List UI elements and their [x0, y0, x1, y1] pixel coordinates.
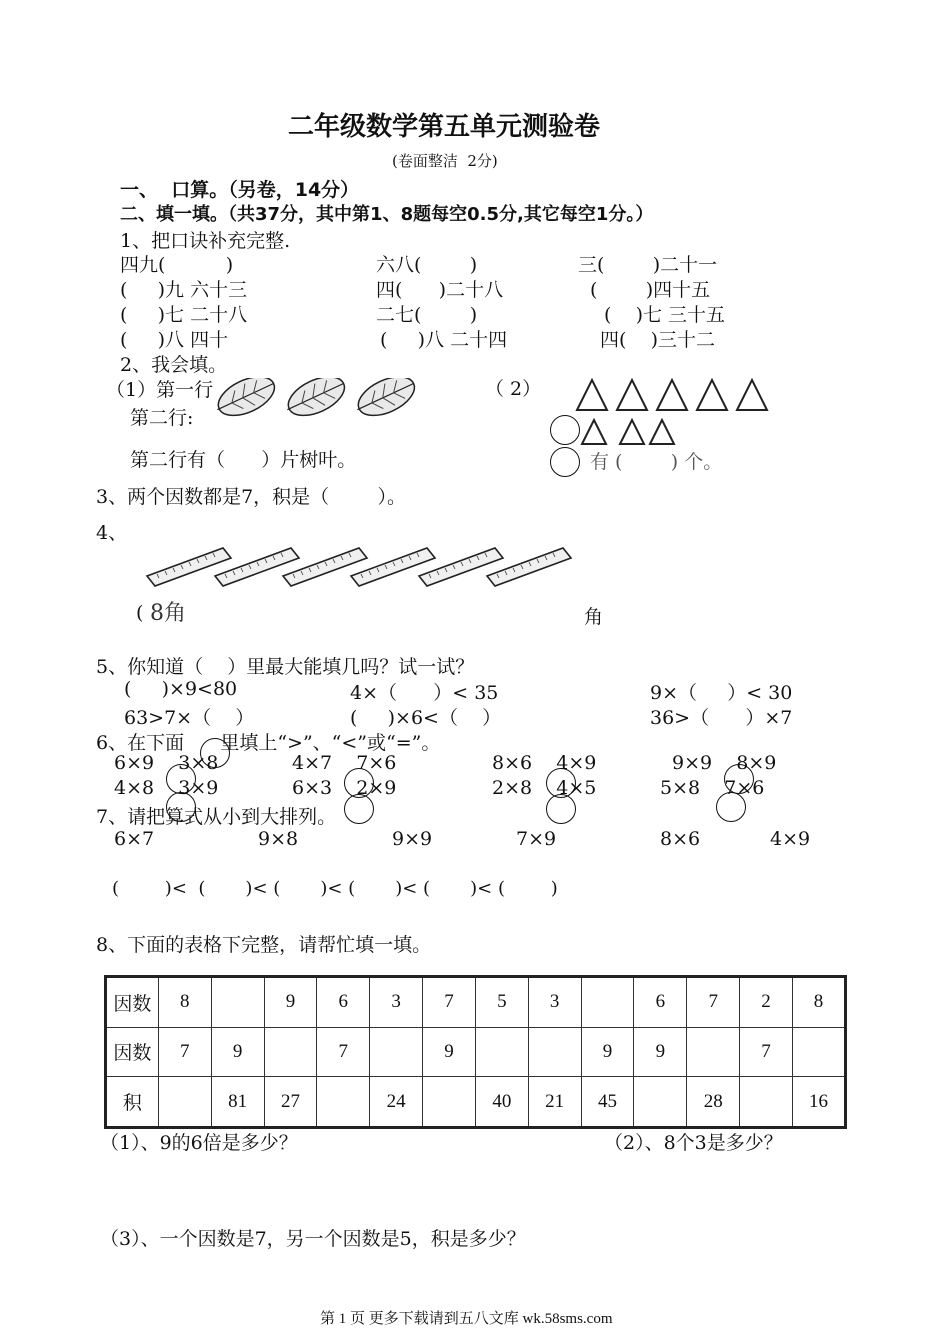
triangle-icon [737, 380, 767, 410]
table-cell[interactable]: 9 [581, 1027, 634, 1076]
leaf-icon [281, 378, 351, 424]
q1-cell: 四( )二十八 [376, 279, 504, 301]
q6-cell: 9×9 8×9 [672, 752, 777, 774]
q6-cell: 4×7 7×6 [292, 752, 397, 774]
table-cell[interactable] [740, 1077, 793, 1128]
q7-heading: 7、请把算式从小到大排列。 [96, 806, 337, 828]
table-cell[interactable]: 9 [423, 1027, 476, 1076]
leaves-illustration [215, 378, 435, 438]
table-row [106, 977, 846, 1028]
triangle-icon [582, 420, 606, 444]
section-2-heading [120, 200, 653, 226]
table-cell[interactable] [264, 1027, 317, 1076]
table-cell[interactable]: 81 [211, 1077, 264, 1128]
q1-cell: 四( )三十二 [600, 329, 715, 351]
q7-item: 8×6 [660, 828, 701, 850]
q7-item: 9×8 [258, 828, 299, 850]
answer-circle[interactable] [546, 794, 576, 824]
answer-circle[interactable] [166, 764, 196, 794]
q6-cell: 4×8 3×9 [114, 777, 219, 799]
table-cell[interactable]: 21 [528, 1077, 581, 1128]
q5-cell: 36>（ ）×7 [650, 707, 793, 729]
table-cell[interactable]: 7 [317, 1027, 370, 1076]
problem-2: （2）、8个3是多少？ [604, 1132, 783, 1154]
table-cell[interactable] [370, 1027, 423, 1076]
table-cell[interactable]: 40 [475, 1077, 528, 1128]
table-cell[interactable] [528, 1027, 581, 1076]
q1-cell: ( )七 三十五 [604, 304, 726, 326]
q6-cell: 6×9 3×8 [114, 752, 219, 774]
triangle-icon [697, 380, 727, 410]
q6-cell: 2×8 4×5 [492, 777, 597, 799]
table-cell: 积 [106, 1077, 159, 1128]
table-cell[interactable]: 2 [740, 977, 793, 1028]
table-cell[interactable]: 7 [423, 977, 476, 1028]
q2-heading: 2、我会填。 [120, 354, 228, 376]
answer-circle[interactable] [550, 447, 580, 477]
rulers-illustration [145, 542, 585, 592]
q8-heading: 8、下面的表格下完整，请帮忙填一填。 [96, 934, 432, 956]
q4-label: 4、 [96, 522, 128, 544]
problem-3: （3）、一个因数是7，另一个因数是5，积是多少？ [100, 1228, 526, 1250]
q1-cell: 四九( ) [120, 254, 234, 276]
q1-cell: 二七( ) [376, 304, 478, 326]
table-cell[interactable]: 6 [634, 977, 687, 1028]
table-cell[interactable] [792, 1027, 845, 1076]
q5-cell: 63>7×（ ） [124, 707, 255, 729]
table-cell[interactable]: 7 [158, 1027, 211, 1076]
q7-item: 9×9 [392, 828, 433, 850]
subtitle: (卷面整洁 2分) [392, 152, 498, 170]
q1-cell: ( )九 六十三 [120, 279, 248, 301]
table-cell[interactable]: 8 [158, 977, 211, 1028]
q6-cell: 5×8 7×6 [660, 777, 765, 799]
page-title: 二年级数学第五单元测验卷 [288, 112, 601, 142]
q5-heading: 5、你知道（ ）里最大能填几吗？试一试？ [96, 656, 475, 678]
table-cell[interactable]: 6 [317, 977, 370, 1028]
table-cell[interactable]: 7 [687, 977, 740, 1028]
table-cell: 因数 [106, 977, 159, 1028]
q7-item: 7×9 [516, 828, 557, 850]
table-cell[interactable] [687, 1027, 740, 1076]
q4-price: 8角 [150, 601, 186, 626]
triangle-icon [620, 420, 644, 444]
table-cell[interactable]: 9 [634, 1027, 687, 1076]
table-cell[interactable]: 3 [528, 977, 581, 1028]
triangle-icon [650, 420, 674, 444]
q1-cell: ( )八 二十四 [380, 329, 508, 351]
table-cell[interactable]: 3 [370, 977, 423, 1028]
triangle-icon [617, 380, 647, 410]
q4-tail: 角 [584, 606, 604, 628]
table-cell[interactable]: 45 [581, 1077, 634, 1128]
answer-circle[interactable] [550, 415, 580, 445]
q2-part1-answer: 第二行有（ ）片树叶。 [130, 449, 357, 471]
table-cell[interactable] [317, 1077, 370, 1128]
table-cell[interactable]: 9 [264, 977, 317, 1028]
q7-item: 6×7 [114, 828, 155, 850]
q6-cell: 8×6 4×9 [492, 752, 597, 774]
triangles-illustration [574, 374, 794, 454]
leaf-icon [215, 378, 280, 424]
q2-part2-label: （ 2） [485, 378, 542, 400]
table-cell[interactable] [158, 1077, 211, 1128]
q6-cell: 6×3 2×9 [292, 777, 397, 799]
table-cell[interactable] [581, 977, 634, 1028]
q5-cell: 4×（ ）< 35 [350, 682, 499, 704]
q2-part2-tail: 有 ( ) 个。 [590, 451, 723, 473]
section-1-heading: 一、 口算。（另卷，14分） [120, 179, 360, 201]
table-cell: 因数 [106, 1027, 159, 1076]
q1-cell: ( )八 四十 [120, 329, 229, 351]
table-cell[interactable]: 27 [264, 1077, 317, 1128]
page-footer: 第 1 页 更多下载请到五八文库 wk.58sms.com [320, 1311, 613, 1327]
table-cell[interactable]: 9 [211, 1027, 264, 1076]
table-cell[interactable] [634, 1077, 687, 1128]
problem-1: （1）、9的6倍是多少？ [100, 1132, 298, 1154]
table-cell[interactable] [475, 1027, 528, 1076]
q2-part1-label: （1）第一行 [106, 379, 214, 401]
q1-cell: ( )七 二十八 [120, 304, 248, 326]
q1-heading: 1、把口诀补充完整. [120, 230, 291, 252]
q5-cell: ( )×6<（ ） [350, 707, 502, 729]
table-cell[interactable]: 5 [475, 977, 528, 1028]
q7-item: 4×9 [770, 828, 811, 850]
q1-cell: 六八( ) [376, 254, 478, 276]
q2-part1-row2: 第二行: [130, 407, 194, 429]
q5-cell: ( )×9<80 [124, 678, 238, 700]
leaf-icon [351, 378, 421, 424]
q1-cell: ( )四十五 [590, 279, 711, 301]
q1-cell: 三( )二十一 [578, 254, 718, 276]
table-cell[interactable]: 16 [792, 1077, 845, 1128]
table-row [106, 1077, 846, 1128]
table-cell[interactable] [211, 977, 264, 1028]
q6-heading: 6、在下面 里填上“>”、“<”或“=”。 [96, 732, 441, 754]
table-cell[interactable] [423, 1077, 476, 1128]
table-cell[interactable]: 8 [792, 977, 845, 1028]
answer-circle[interactable] [716, 792, 746, 822]
q3-text: 3、两个因数都是7，积是（ ）。 [96, 486, 406, 508]
q5-cell: 9×（ ）< 30 [650, 682, 793, 704]
q4-paren: ( [136, 602, 144, 624]
factor-table [104, 975, 847, 1129]
triangle-icon [657, 380, 687, 410]
triangle-icon [577, 380, 607, 410]
answer-circle[interactable] [724, 764, 754, 794]
answer-circle[interactable] [344, 794, 374, 824]
table-cell[interactable]: 24 [370, 1077, 423, 1128]
table-cell[interactable]: 7 [740, 1027, 793, 1076]
table-row [106, 1027, 846, 1076]
q7-blanks: ( )< ( )< ( )< ( )< ( )< ( ) [112, 878, 558, 899]
section-2-text: 二、填一填。（共37分，其中第1、8题每空0.5分,其它每空1分。） [120, 204, 654, 225]
table-cell[interactable]: 28 [687, 1077, 740, 1128]
